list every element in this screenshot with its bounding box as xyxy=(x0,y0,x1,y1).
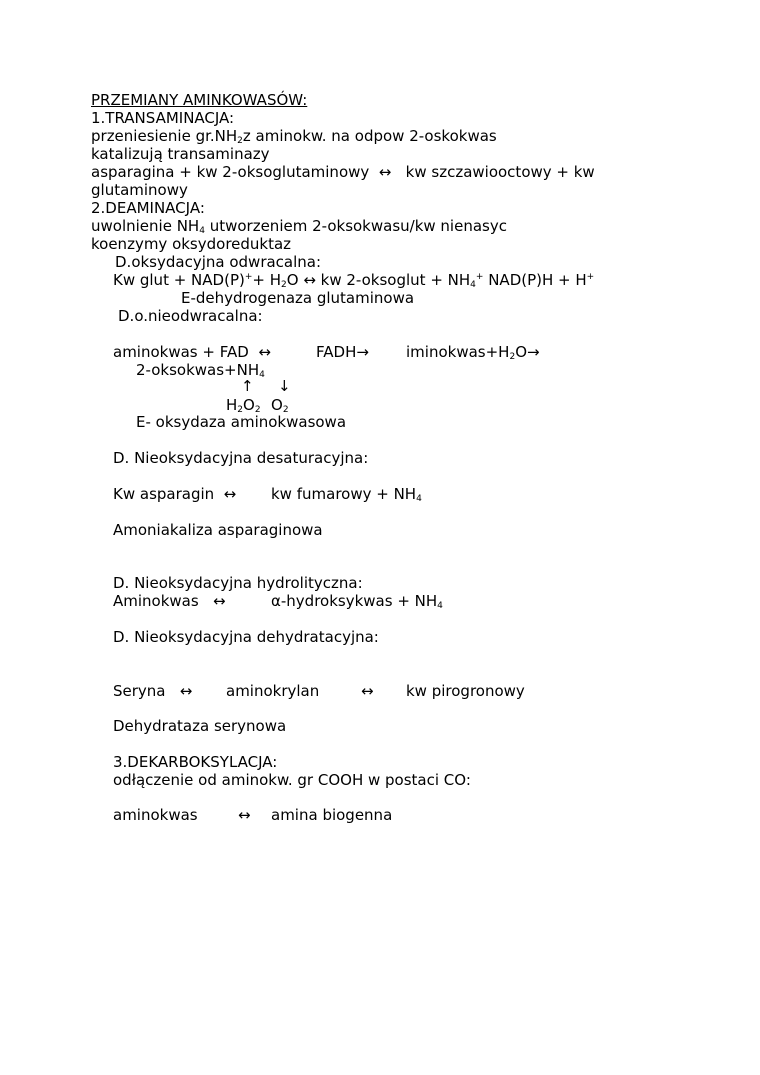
transaminacja-line-3: asparagina + kw 2-oksoglutaminowy ↔ kw szczawiooctowy + kw xyxy=(91,163,595,181)
section-transaminacja-heading: 1.TRANSAMINACJA: xyxy=(91,109,235,127)
dekarboksylacja-reactant: aminokwas xyxy=(113,806,198,824)
nieodwracalna-enzyme: E- oksydaza aminokwasowa xyxy=(136,413,347,431)
nieodwracalna-product: $2-oksokwas+NH_4$ xyxy=(136,361,265,380)
nieodwracalna-iminokwas: $iminokwas+H_2O\to$ xyxy=(406,343,540,362)
odwracalna-heading: D.oksydacyjna odwracalna: xyxy=(115,253,322,271)
desaturacyjna-reactant: Kw asparagin ↔ xyxy=(113,485,237,503)
section-deaminacja-heading: 2.DEAMINACJA: xyxy=(91,199,205,217)
dehydratacyjna-reactant: Seryna ↔ xyxy=(113,682,193,700)
transaminacja-line-1: przeniesienie $gr.NH_2z$ aminokw. na odpow 2-oskokwas xyxy=(91,127,497,146)
h2o2-label: $H_2O_2$ xyxy=(226,396,261,415)
section-dekarboksylacja-heading: 3.DEKARBOKSYLACJA: xyxy=(113,753,278,771)
deaminacja-line-1: uwolnienie $NH_4$ utworzeniem 2-oksokwasu/kw nienasyc xyxy=(91,217,507,236)
transaminacja-line-4: glutaminowy xyxy=(91,181,188,199)
dekarboksylacja-line-1: odłączenie od aminokw. gr COOH w postaci CO: xyxy=(113,771,471,789)
nieodwracalna-fadh: FADH→ xyxy=(316,343,369,361)
dehydratacyjna-arrow: ↔ xyxy=(361,682,374,700)
hydrolityczna-product: α-hydroksykwas + $NH_4$ xyxy=(271,592,443,611)
dekarboksylacja-arrow: ↔ xyxy=(238,806,251,824)
desaturacyjna-product: kw fumarowy + $NH_4$ xyxy=(271,485,422,504)
odwracalna-enzyme: E-dehydrogenaza glutaminowa xyxy=(181,289,415,307)
page-title: PRZEMIANY AMINKOWASÓW: xyxy=(91,91,308,109)
desaturacyjna-heading: D. Nieoksydacyjna desaturacyjna: xyxy=(113,449,369,467)
desaturacyjna-enzyme: Amoniakaliza asparaginowa xyxy=(113,521,323,539)
deaminacja-line-2: koenzymy oksydoreduktaz xyxy=(91,235,292,253)
transaminacja-line-2: katalizują transaminazy xyxy=(91,145,270,163)
nieodwracalna-heading: D.o.nieodwracalna: xyxy=(118,307,263,325)
odwracalna-equation: Kw glut + $NAD(P)^++ H_2O$ ↔ kw 2-oksoglut + $NH_4^+$ NAD(P)H + H+ xyxy=(113,271,595,290)
hydrolityczna-heading: D. Nieoksydacyjna hydrolityczna: xyxy=(113,574,363,592)
arrow-down-icon: ↓ xyxy=(278,377,291,395)
dekarboksylacja-product: amina biogenna xyxy=(271,806,393,824)
hydrolityczna-reactant: Aminokwas ↔ xyxy=(113,592,226,610)
dehydratacyjna-enzyme: Dehydrataza serynowa xyxy=(113,717,287,735)
o2-label: $O_2$ xyxy=(271,396,289,415)
dehydratacyjna-product: kw pirogronowy xyxy=(406,682,525,700)
arrow-up-icon: ↑ xyxy=(241,377,254,395)
dehydratacyjna-heading: D. Nieoksydacyjna dehydratacyjna: xyxy=(113,628,379,646)
dehydratacyjna-intermediate: aminokrylan xyxy=(226,682,320,700)
nieodwracalna-reactant: aminokwas + FAD ↔ xyxy=(113,343,271,361)
